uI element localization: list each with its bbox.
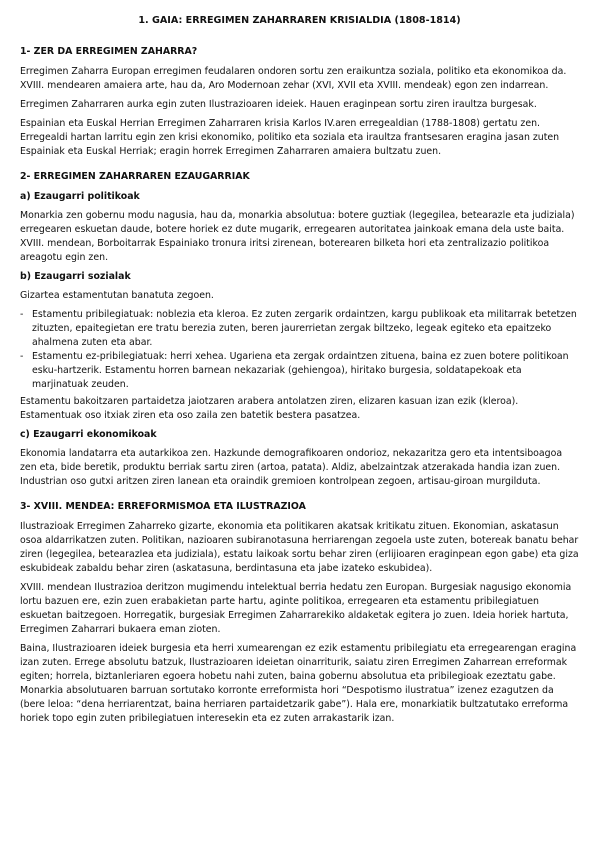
section-1-heading: 1- ZER DA ERREGIMEN ZAHARRA?	[20, 46, 198, 57]
dash-bullet: -	[20, 309, 24, 320]
list-item	[20, 308, 579, 350]
section-3-paragraph-3: Baina, Ilustrazioaren ideiek burgesia eta herri xumearengan ez ezik estamentu pribilegiatu eta erregearengan eragina izan zuten. Errege absolutu batzuk, Ilustrazioaren ideietan oinarriturik, saiatu ziren Erregimen Zaharrean erreformak egiten; horrela, biztanleriaren egoera hobetu nahi zuten, baina gobernu absolutua eta pribilegioak ezeztatu gabe. Monarkia absolutuaren barruan sortutako korronte erreformista hori “Despotismo ilustratua” izenez ezagutzen da (bere leloa: “dena herriarentzat, baina herriaren partaidetzarik gabe”). Hala ere, monarkiatik bultzatutako erreforma horiek topo egin zuten pribilegiatuen interesekin eta ez zuten arrakastarik izan.	[20, 643, 577, 724]
subsection-a-paragraph-1: Monarkia zen gobernu modu nagusia, hau da, monarkia absolutua: botere guztiak (legegilea, betearazle eta judiziala) erregearen eskuetan daude, botere horiek ez dute mugarik, erregearen autoritatea jainkoak emana dela uste baita. XVIII. mendean, Borboitarrak Espainiako tronura iritsi zirenean, boterearen bilketa hori eta zentralizazio politikoa areagotu egin zen.	[20, 210, 575, 263]
dash-bullet: -	[20, 351, 24, 362]
section-2-heading: 2- ERREGIMEN ZAHARRAREN EZAUGARRIAK	[20, 171, 250, 182]
subsection-c-heading: c) Ezaugarri ekonomikoak	[20, 429, 157, 440]
list-item-text: Estamentu pribilegiatuak: noblezia eta kleroa. Ez zuten zergarik ordaintzen, kargu publikoak eta militarrak betetzen zituzten, epaitegietan ere tratu berezia zuten, beren jaurerrietan zergak biltzeko, legeak egiteko eta epaitzeko ahalmena zuten eta abar.	[32, 309, 577, 348]
estamentu-list	[20, 308, 579, 392]
list-item	[20, 350, 579, 392]
subsection-c-paragraph-1: Ekonomia landatarra eta autarkikoa zen. Hazkunde demografikoaren ondorioz, nekazaritza gero eta intentsiboagoa zen eta, bide beretik, produktu berriak sartu ziren (artoa, patata). Aldiz, abelzaintzak atzerakada handia izan zuen. Industrian oso gutxi aritzen ziren lanean eta oraindik gremioen kontrolpean zegoen, artisau-giroan murgilduta.	[20, 448, 563, 487]
section-3-heading: 3- XVIII. MENDEA: ERREFORMISMOA ETA ILUSTRAZIOA	[20, 501, 306, 512]
document-title: 1. GAIA: ERREGIMEN ZAHARRAREN KRISIALDIA (1808-1814)	[138, 15, 461, 26]
section-3-paragraph-2: XVIII. mendean Ilustrazioa deritzon mugimendu intelektual berria hedatu zen Europan. Burgesiak nagusigo ekonomia lortu bazuen ere, ezin zuen erabakietan parte hartu, aginte politikoa, erregearen eta estamentu pribilegiatuen eskuetan baitzegoen. Horregatik, burgesiak Erregimen Zaharrarekiko aldaketak egitera jo zuen. Ideia horiek hartuta, Erregimen Zaharrari bukaera eman zioten.	[20, 582, 572, 635]
subsection-a-heading: a) Ezaugarri politikoak	[20, 191, 140, 202]
section-1-paragraph-3: Espainian eta Euskal Herrian Erregimen Zaharraren krisia Karlos IV.aren erregealdian (1788-1808) gertatu zen. Erregealdi hartan larritu egin zen krisi ekonomiko, politiko eta soziala eta iraultza frantsesaren eragina jasan zuten Espainiak eta Euskal Herriak; eragin horrek Erregimen Zaharraren amaiera bultzatu zuen.	[20, 118, 560, 157]
section-2	[20, 170, 579, 489]
section-1	[20, 45, 579, 159]
section-1-paragraph-2: Erregimen Zaharraren aurka egin zuten Ilustrazioaren ideiek. Hauen eraginpean sortu ziren iraultza burgesak.	[20, 99, 537, 110]
section-3-paragraph-1: Ilustrazioak Erregimen Zaharreko gizarte, ekonomia eta politikaren akatsak kritikatu zituen. Ekonomian, askatasun osoa aldarrikatzen zuten. Politikan, nazioaren subiranotasuna herriarengan zegoela uste zuten, botereak banatu behar ziren (legegilea, betearazlea eta judiziala), estatu laikoak sortu behar ziren (erlijioaren eraginpean egon gabe) eta giza eskubideak zabaldu behar ziren (askatasuna, berdintasuna eta jabe izateko eskubidea).	[20, 521, 579, 574]
section-3	[20, 500, 579, 726]
list-item-text: Estamentu ez-pribilegiatuak: herri xehea. Ugariena eta zergak ordaintzen zituena, baina ez zuen botere politikoan esku-hartzerik. Estamentu horren barnean nekazariak (gehiengoa), hiritako burgesia, soldatapekoak eta marjinatuak zeuden.	[32, 351, 569, 390]
subsection-b-heading: b) Ezaugarri sozialak	[20, 271, 131, 282]
section-1-paragraph-1: Erregimen Zaharra Europan erregimen feudalaren ondoren sortu zen eraikuntza soziala, politiko eta ekonomikoa da. XVIII. mendearen amaiera arte, hau da, Aro Modernoan zehar (XVI, XVII eta XVIII. mendeak) egon zen indarrean.	[20, 66, 567, 91]
subsection-b-paragraph-1: Gizartea estamentutan banatuta zegoen.	[20, 290, 214, 301]
subsection-b-paragraph-2: Estamentu bakoitzaren partaidetza jaiotzaren arabera antolatzen ziren, elizaren kasuan izan ezik (kleroa). Estamentuak oso itxiak ziren eta oso zaila zen batetik bestera pasatzea.	[20, 396, 519, 421]
